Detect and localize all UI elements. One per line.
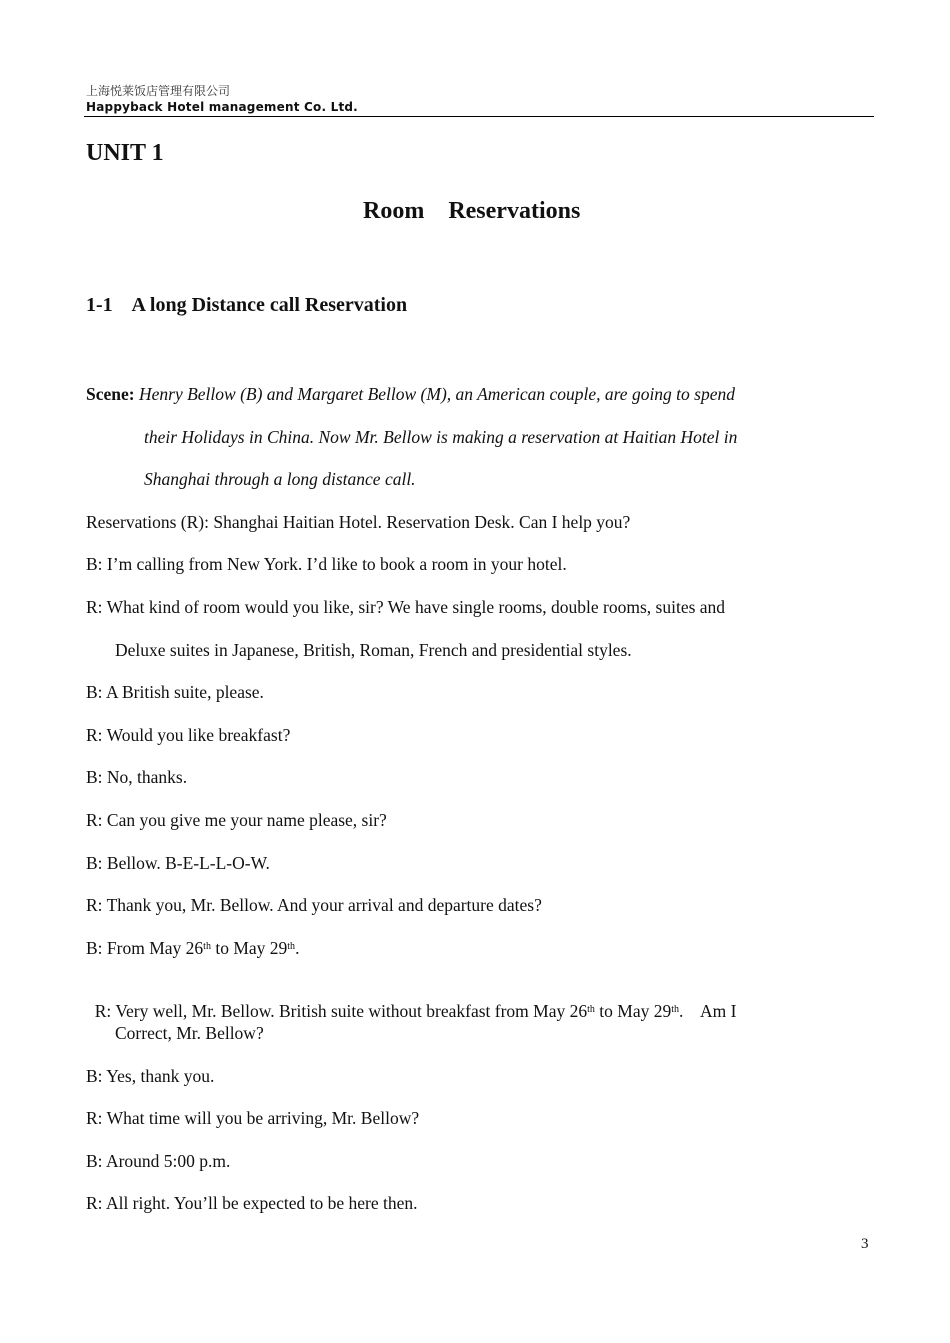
header-company-en: Happyback Hotel management Co. Ltd. <box>86 100 358 114</box>
dialogue-text: . <box>295 938 300 958</box>
scene-text-1: Henry Bellow (B) and Margaret Bellow (M), an American couple, are going to spend <box>138 384 736 404</box>
scene-line-1 <box>86 384 735 405</box>
dialogue-text: to May 29 <box>210 938 288 958</box>
header-company-cn: 上海悦莱饭店管理有限公司 <box>86 84 231 98</box>
dialogue-line <box>86 938 299 959</box>
dialogue-line: Reservations (R): Shanghai Haitian Hotel. Reservation Desk. Can I help you? <box>86 512 631 532</box>
dialogue-line: R: What time will you be arriving, Mr. Bellow? <box>86 1108 420 1128</box>
dialogue-line <box>86 980 736 1022</box>
dialogue-line: B: Bellow. B-E-L-L-O-W. <box>86 853 270 873</box>
dialogue-text: . Am I <box>679 1001 737 1021</box>
page-title: Room Reservations <box>363 198 581 224</box>
ordinal-suffix: th <box>287 941 296 952</box>
dialogue-line: Deluxe suites in Japanese, British, Roman, French and presidential styles. <box>115 640 632 660</box>
scene-label: Scene: <box>86 384 135 404</box>
dialogue-line: R: All right. You’ll be expected to be here then. <box>86 1193 418 1213</box>
ordinal-suffix: th <box>671 1004 680 1015</box>
dialogue-line: R: Can you give me your name please, sir? <box>86 810 387 830</box>
dialogue-line: B: A British suite, please. <box>86 682 264 702</box>
scene-line-2: their Holidays in China. Now Mr. Bellow is making a reservation at Haitian Hotel in <box>144 427 738 447</box>
dialogue-line: R: Thank you, Mr. Bellow. And your arrival and departure dates? <box>86 895 542 915</box>
dialogue-line: R: What kind of room would you like, sir? We have single rooms, double rooms, suites and <box>86 597 726 617</box>
header-rule <box>84 116 874 117</box>
dialogue-line: B: Around 5:00 p.m. <box>86 1151 231 1171</box>
dialogue-text: to May 29 <box>594 1001 672 1021</box>
dialogue-text: R: Very well, Mr. Bellow. British suite without breakfast from May 26 <box>94 1001 588 1021</box>
page-number: 3 <box>861 1236 869 1252</box>
scene-line-3: Shanghai through a long distance call. <box>144 469 416 489</box>
section-heading: 1-1 A long Distance call Reservation <box>86 294 408 316</box>
dialogue-text: B: From May 26 <box>86 938 204 958</box>
dialogue-line: Correct, Mr. Bellow? <box>115 1023 264 1043</box>
ordinal-suffix: th <box>203 941 211 952</box>
ordinal-suffix: th <box>587 1004 595 1015</box>
dialogue-line: R: Would you like breakfast? <box>86 725 291 745</box>
dialogue-line: B: Yes, thank you. <box>86 1066 215 1086</box>
unit-heading: UNIT 1 <box>86 140 164 166</box>
dialogue-line: B: I’m calling from New York. I’d like to book a room in your hotel. <box>86 554 567 574</box>
dialogue-line: B: No, thanks. <box>86 767 188 787</box>
